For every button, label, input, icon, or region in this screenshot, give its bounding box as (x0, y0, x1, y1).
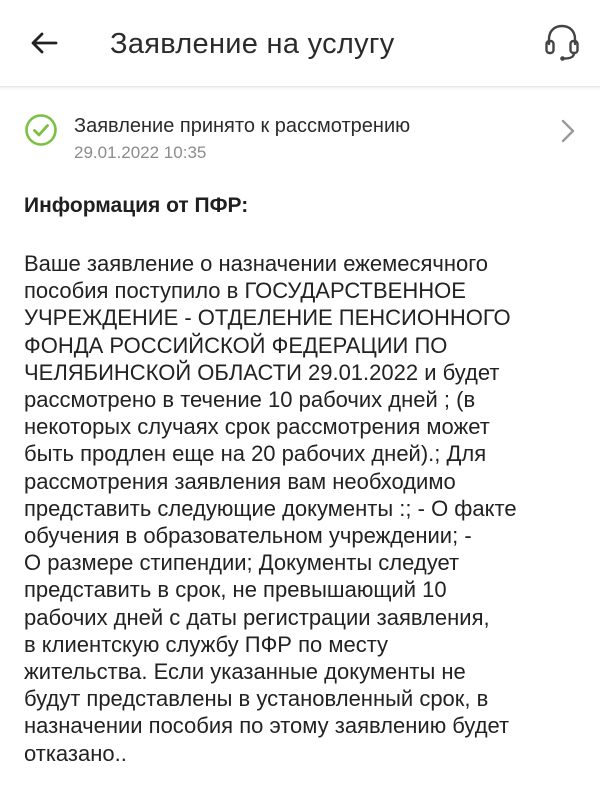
info-line: Ваше заявление о назначении ежемесячного (24, 251, 489, 276)
support-button[interactable] (540, 20, 584, 64)
info-line: представить в срок, не превышающий 10 (24, 577, 447, 603)
application-status-row[interactable] (0, 100, 600, 170)
info-line: жительства. Если указанные документы не (24, 659, 466, 685)
check-circle-icon (24, 113, 58, 147)
info-line: представить следующие документы :; - О факте (24, 495, 517, 521)
info-message (24, 250, 584, 767)
info-line: УЧРЕЖДЕНИЕ - ОТДЕЛЕНИЕ ПЕНСИОННОГО (24, 305, 511, 331)
info-line: пособия поступило в ГОСУДАРСТВЕННОЕ (24, 278, 466, 304)
info-line: ЧЕЛЯБИНСКОЙ ОБЛАСТИ 29.01.2022 и будет (24, 359, 500, 385)
info-line: в клиентскую службу ПФР по месту (24, 631, 389, 657)
headset-icon (543, 22, 581, 62)
info-line: быть продлен еще на 20 рабочих дней).; Для (24, 441, 487, 467)
top-app-bar (0, 0, 600, 87)
info-line: ФОНДА РОССИЙСКОЙ ФЕДЕРАЦИИ ПО (24, 332, 448, 358)
info-heading: Информация от ПФР: (24, 194, 249, 217)
arrow-left-icon (30, 31, 58, 55)
info-line: будут представлены в установленный срок, в (24, 686, 489, 712)
info-line: обучения в образовательном учреждении; - (24, 523, 472, 549)
page-title: Заявление на услугу (110, 28, 395, 60)
info-line: рассмотрено в течение 10 рабочих дней ; (в (24, 387, 476, 413)
status-datetime: 29.01.2022 10:35 (74, 143, 207, 162)
status-title: Заявление принято к рассмотрению (74, 115, 411, 137)
info-line: рассмотрения заявления вам необходимо (24, 468, 456, 494)
info-line: назначении пособия по этому заявлению будет (24, 713, 510, 739)
info-line: О размере стипендии; Документы следует (24, 550, 460, 576)
info-line: некоторых случаях срок рассмотрения может (24, 414, 490, 440)
info-line: рабочих дней с даты регистрации заявления, (24, 604, 490, 630)
back-button[interactable] (24, 23, 64, 63)
info-line: отказано.. (24, 740, 127, 766)
chevron-right-icon (556, 117, 580, 145)
